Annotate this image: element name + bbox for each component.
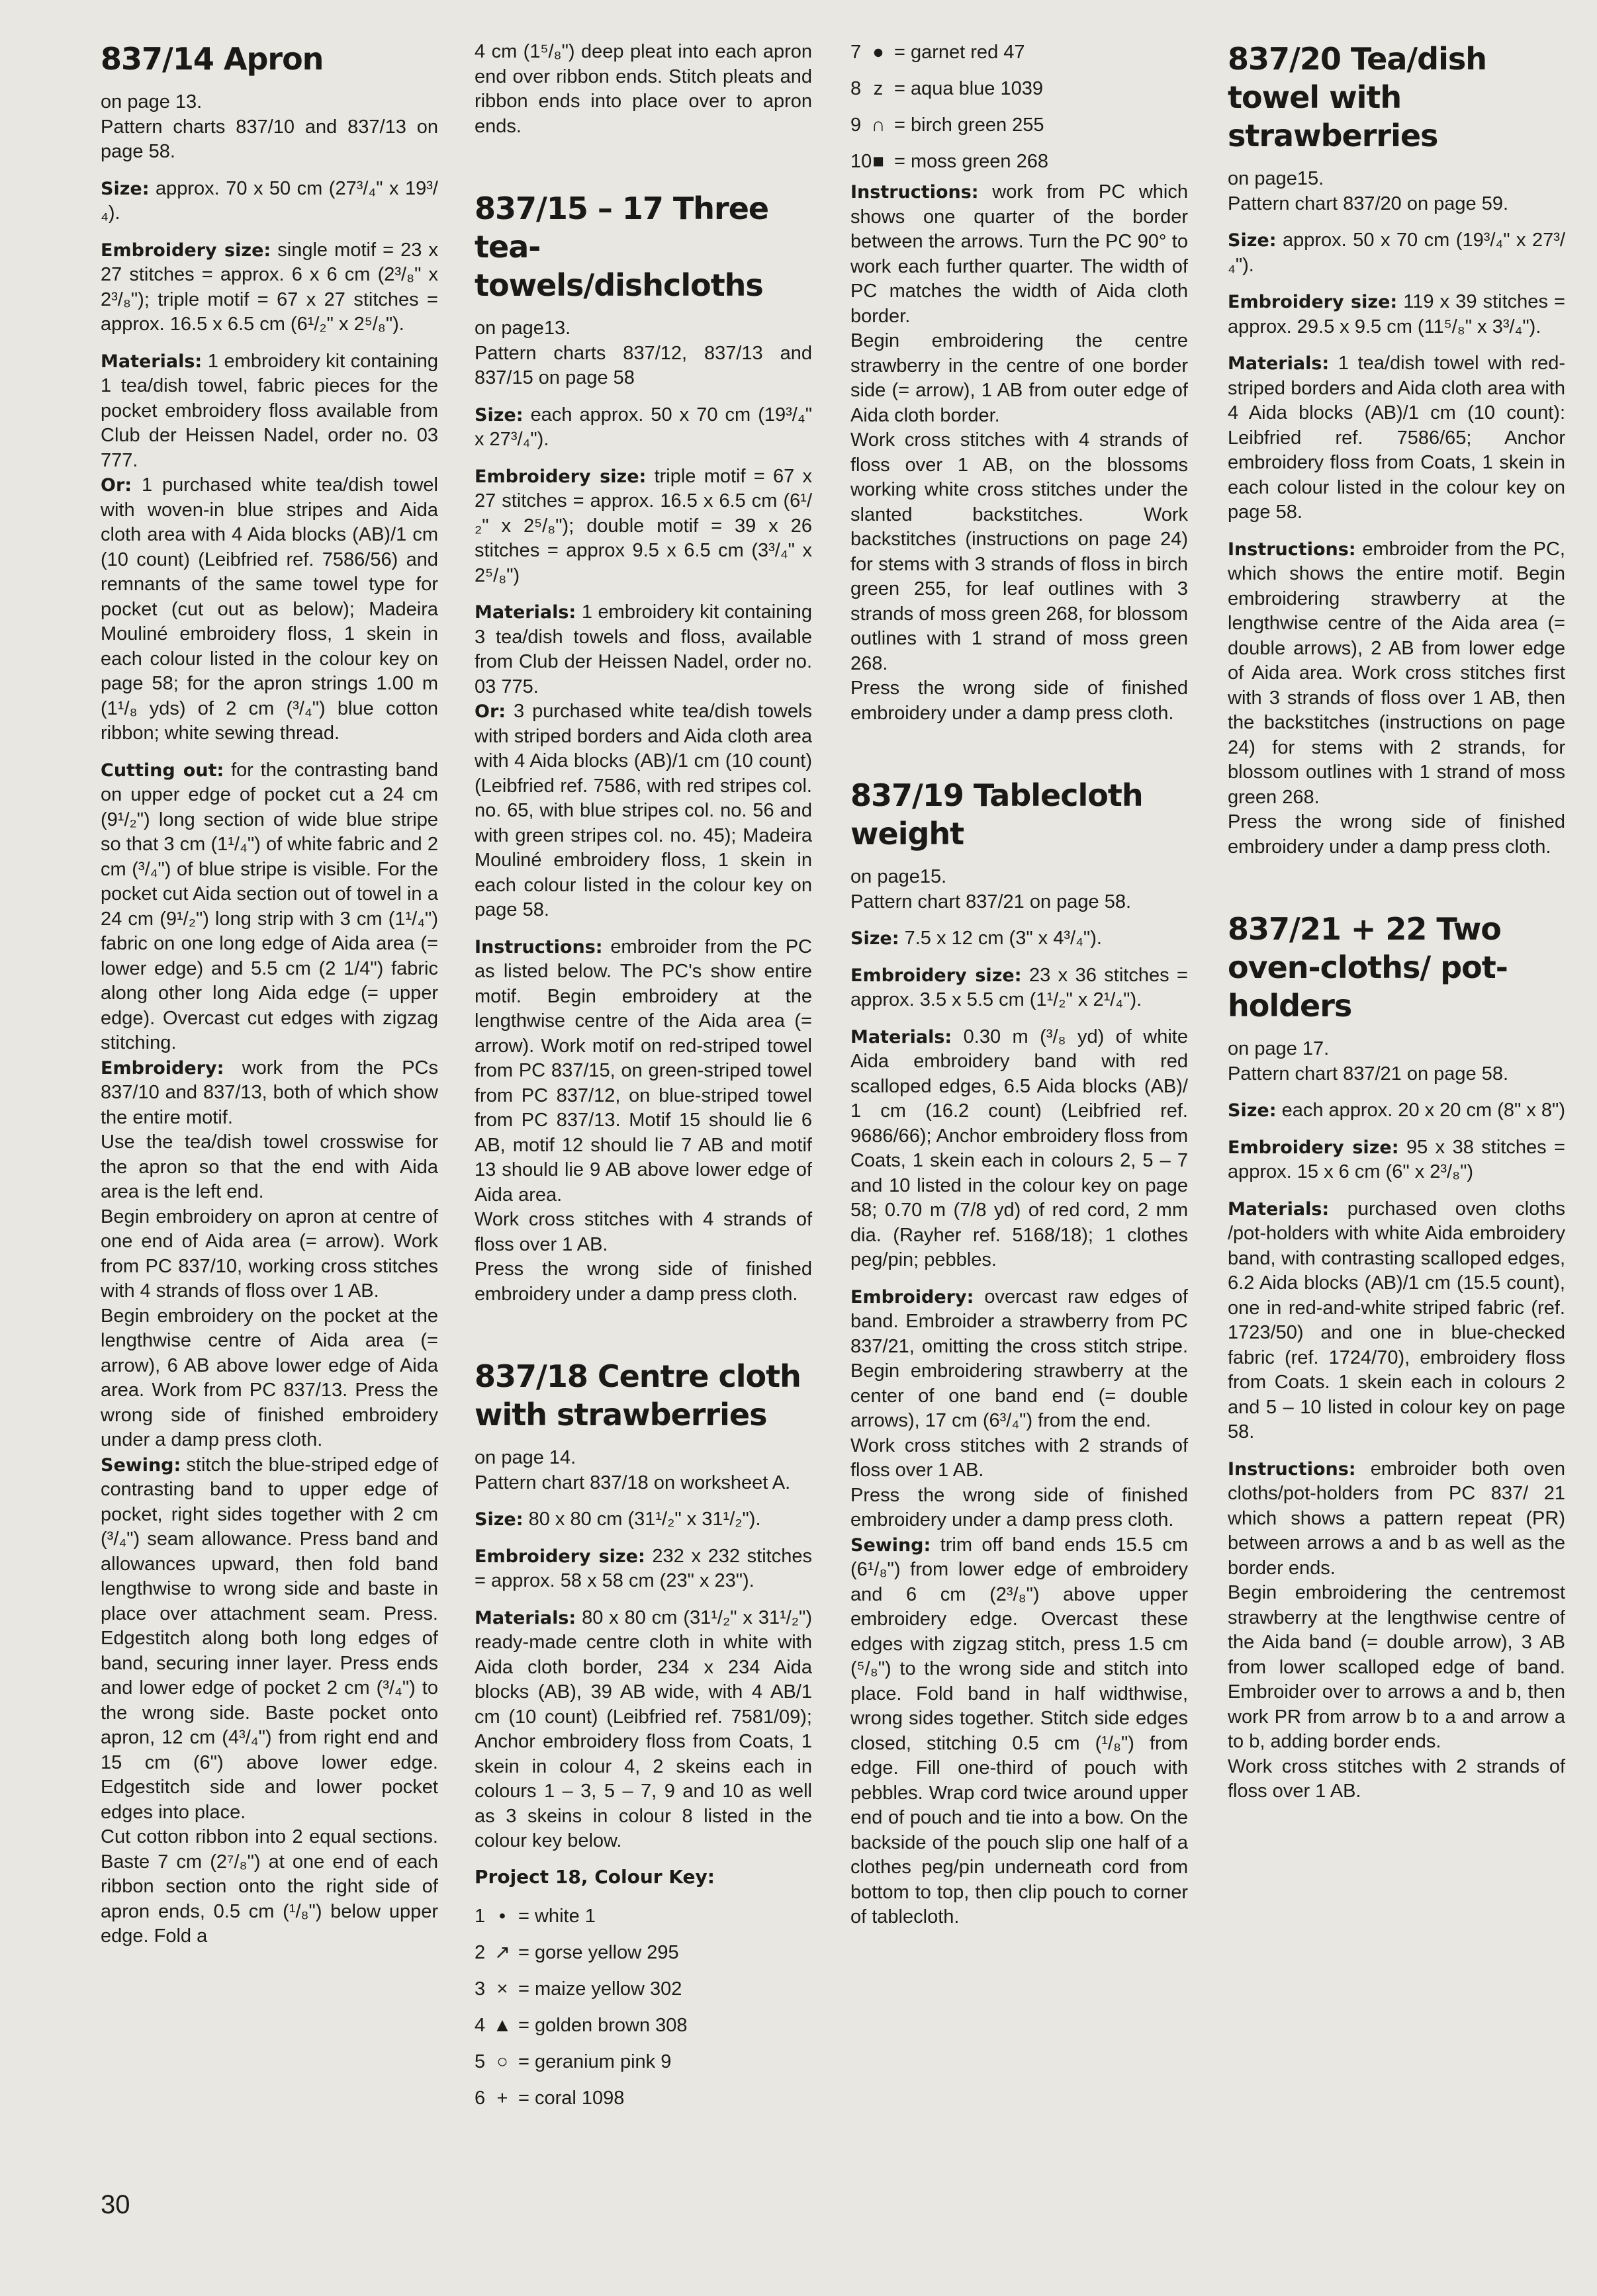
text: each approx. 20 x 20 cm (8" x 8") xyxy=(1276,1100,1565,1121)
s14-begin-2: Begin embroidery on the pocket at the lengthwise centre of Aida area (= arrow), 6 AB above lower edge of Aida area. Work from PC 837/13. Press the wrong side of finished embroidery under a damp press cloth. xyxy=(101,1305,438,1450)
text: for the contrasting band on upper edge of pocket cut a 24 cm (9¹/₂") long section of wide blue stripe so that 3 cm (1¹/₄") of white fabric and 2 cm (³/₄") of blue stripe is visible. For the pocket cut Aida section out of towel in a 24 cm (9¹/₂") long strip with 3 cm (1¹/₄") fabric on one long edge of Aida area (= lower edge) and 5.5 cm (2 1/4") fabric along other long Aida edge (= upper edge). Overcast cut edges with zigzag stitching. xyxy=(101,759,438,1053)
colour-key-row xyxy=(475,1935,812,1971)
s19-press: Press the wrong side of finished embroidery under a damp press cloth. xyxy=(850,1484,1188,1530)
s14-materials xyxy=(101,349,438,474)
section-title-837-18: 837/18 Centre cloth with strawberries xyxy=(475,1358,801,1433)
s14-embroidery-size xyxy=(101,238,438,337)
text: 80 x 80 cm (31¹/₂" x 31¹/₂") ready-made centre cloth in white with Aida cloth border, 234 x 234 Aida blocks (AB), 39 AB wide, with 4 AB/1 cm (10 count) (Leibfried ref. 7581/09); Anchor embroidery floss from Coats, 1 skein in colour 4, 2 skeins each in colours 1 – 3, 5 – 7, 9 and 10 as well as 3 skeins in colour 8 listed in the colour key below. xyxy=(475,1607,812,1851)
s18-size xyxy=(475,1507,812,1532)
text: 119 x 39 stitches = approx. 29.5 x 9.5 cm (11⁵/₈" x 3³/₄"). xyxy=(1228,291,1565,337)
s20-materials xyxy=(1228,351,1565,525)
slash-symbol-icon: ↗ xyxy=(494,1941,511,1963)
key-colour: = golden brown 308 xyxy=(518,2014,688,2036)
colour-key-title: Project 18, Colour Key: xyxy=(475,1865,715,1888)
label: Size: xyxy=(475,1509,524,1530)
label: Embroidery size: xyxy=(475,466,647,487)
text: 1 purchased white tea/dish towel with woven-in blue stripes and Aida cloth area with 4 Aida blocks (AB)/1 cm (10 count) (Leibfried ref. 7586/56) and remnants of the same towel type for pocket (cut out as below); Madeira Mouliné embroidery floss, 1 skein in each colour listed in the colour key on page 58; for the apron strings 1.00 m (1¹/₈ yds) of 2 cm (³/₄") blue cotton ribbon; white sewing thread. xyxy=(101,474,438,744)
s18-location: on page 14. xyxy=(475,1447,576,1468)
text: 23 x 36 stitches = approx. 3.5 x 5.5 cm (1¹/₂" x 2¹/₄"). xyxy=(850,964,1188,1010)
cross-symbol-icon: × xyxy=(496,1978,508,2000)
s19-embroidery xyxy=(850,1285,1188,1434)
colour-key-row xyxy=(850,71,1188,107)
s20-press: Press the wrong side of finished embroidery under a damp press cloth. xyxy=(1228,811,1565,858)
column-1 xyxy=(101,40,438,1949)
s15-embroidery-size xyxy=(475,464,812,589)
s15-or xyxy=(475,699,812,923)
text: 0.30 m (³/₈ yd) of white Aida embroidery band with red scalloped edges, 6.5 Aida blocks (AB)/ 1 cm (16.2 count) (Leibfried ref. 9686/66); Anchor embroidery floss from Coats, 1 skein each in colours 2, 5 – 7 and 10 listed in the colour key on page 58; 0.70 m (7/8 yd) of red cord, 2 mm dia. (Rayher ref. 5168/18); 1 clothes peg/pin; pebbles. xyxy=(850,1026,1188,1270)
s14-cut-ribbon: Cut cotton ribbon into 2 equal sections. Baste 7 cm (2⁷/₈") at one end of each ribbon section onto the right side of apron ends, 0.5 cm (¹/₈") below upper edge. Fold a xyxy=(101,1826,438,1947)
colour-key-list-b xyxy=(850,34,1188,180)
s21-charts: Pattern chart 837/21 on page 58. xyxy=(1228,1063,1509,1084)
key-colour: = aqua blue 1039 xyxy=(894,78,1043,99)
label: Materials: xyxy=(1228,1198,1330,1219)
label: Embroidery size: xyxy=(850,965,1022,986)
plus-symbol-icon: + xyxy=(496,2087,508,2109)
label: Materials: xyxy=(1228,353,1330,374)
s21-location: on page 17. xyxy=(1228,1038,1330,1059)
text: trim off band ends 15.5 cm (6¹/₈") from lower edge of embroidery and 6 cm (2³/₈") above upper embroidery edge. Overcast these edges with zigzag stitch, press 1.5 cm (⁵/₈") to the wrong side and stitch into place. Fold band in half widthwise, wrong sides together. Stitch side edges closed, stitching 0.5 cm (¹/₈") from edge. Fill one-third of pouch with pebbles. Wrap cord twice around upper end of pouch and tie into a bow. On the backside of the pouch slip one half of a clothes peg/pin underneath cord from bottom to top, then clip pouch to corner of tablecloth. xyxy=(850,1534,1188,1927)
section-title-837-14: 837/14 Apron xyxy=(101,41,324,77)
key-colour: = coral 1098 xyxy=(518,2087,625,2109)
s15-charts: Pattern charts 837/12, 837/13 and 837/15 on page 58 xyxy=(475,342,812,388)
triangle-symbol-icon: ▲ xyxy=(492,2014,512,2036)
s19-work: Work cross stitches with 2 strands of floss over 1 AB. xyxy=(850,1435,1188,1481)
s20-charts: Pattern chart 837/20 on page 59. xyxy=(1228,193,1509,214)
text: approx. 50 x 70 cm (19³/₄" x 27³/₄"). xyxy=(1228,230,1565,276)
label: Size: xyxy=(1228,230,1277,251)
text: work from PC which shows one quarter of the border between the arrows. Turn the PC 90° to work each further quarter. The width of PC matches the width of Aida cloth border. xyxy=(850,181,1188,327)
dot-symbol-icon: • xyxy=(498,1905,506,1927)
s14-continued: 4 cm (1⁵/₈") deep pleat into each apron end over ribbon ends. Stitch pleats and ribbon ends into place over to apron ends. xyxy=(475,41,812,137)
s14-cutting-out xyxy=(101,758,438,1056)
section-title-837-21: 837/21 + 22 Two oven-cloths/ pot-holders xyxy=(1228,911,1508,1024)
s19-embroidery-size xyxy=(850,963,1188,1013)
z-symbol-icon: z xyxy=(873,78,884,99)
s18-instructions xyxy=(850,180,1188,329)
key-colour: = birch green 255 xyxy=(894,114,1044,136)
s19-location: on page15. xyxy=(850,866,947,887)
text: embroider from the PC as listed below. The PC's show entire motif. Begin embroidery at the lengthwise centre of the Aida area (= arrow). Work motif on red-striped towel from PC 837/15, on green-striped towel from PC 837/12, on blue-striped towel from PC 837/13. Motif 15 should lie 6 AB, motif 12 should lie 7 AB and motif 13 should lie 9 AB above lower edge of Aida area. xyxy=(475,936,812,1206)
s14-charts: Pattern charts 837/10 and 837/13 on page 58. xyxy=(101,116,438,162)
s21-size xyxy=(1228,1098,1565,1124)
s18-begin: Begin embroidering the centre strawberry in the centre of one border side (= arrow), 1 AB from outer edge of Aida cloth border. xyxy=(850,330,1188,426)
text: 95 x 38 stitches = approx. 15 x 6 cm (6" x 2³/₈") xyxy=(1228,1136,1565,1182)
s19-sewing xyxy=(850,1533,1188,1930)
key-colour: = geranium pink 9 xyxy=(518,2051,672,2072)
text: single motif = 23 x 27 stitches = approx. 6 x 6 cm (2³/₈" x 2³/₈"); triple motif = 67 x 27 stitches = approx. 16.5 x 6.5 cm (6¹/₂" x 2⁵/₈"). xyxy=(101,239,439,335)
s14-use: Use the tea/dish towel crosswise for the apron so that the end with Aida area is the left end. xyxy=(101,1131,438,1202)
column-3 xyxy=(850,34,1188,1930)
s19-materials xyxy=(850,1025,1188,1273)
colour-key-row xyxy=(475,2044,812,2080)
label: Cutting out: xyxy=(101,760,224,781)
page-number: 30 xyxy=(101,2190,130,2219)
colour-key-list-a xyxy=(475,1898,812,2117)
label: Materials: xyxy=(475,602,576,623)
key-number: 5 xyxy=(475,2051,486,2072)
label: Size: xyxy=(101,178,150,199)
s15-size xyxy=(475,403,812,453)
s20-location: on page15. xyxy=(1228,168,1324,189)
label: Materials: xyxy=(101,351,203,372)
label: Instructions: xyxy=(850,182,979,202)
key-colour: = garnet red 47 xyxy=(894,42,1025,63)
s19-charts: Pattern chart 837/21 on page 58. xyxy=(850,891,1132,912)
s18-work: Work cross stitches with 4 strands of floss over 1 AB, on the blossoms working white cross stitches under the slanted backstitches. Work backstitches (instructions on page 24) for stems with 3 strands of floss in birch green 255, for leaf outlines with 3 strands of moss green 268, for blossom outlines with 1 strand of moss green 268. xyxy=(850,429,1188,674)
circle-symbol-icon: ○ xyxy=(496,2051,508,2072)
colour-key-row xyxy=(475,2080,812,2117)
label: Sewing: xyxy=(850,1534,931,1556)
text: work from the PCs 837/10 and 837/13, both of which show the entire motif. xyxy=(101,1057,438,1128)
label: Embroidery size: xyxy=(1228,292,1398,312)
colour-key-row xyxy=(850,34,1188,71)
column-2 xyxy=(475,40,812,2117)
label: Or: xyxy=(475,701,506,722)
text: 3 purchased white tea/dish towels with striped borders and Aida cloth area with 4 Aida blocks (AB)/1 cm (10 count) (Leibfried ref. 7586, with red stripes col. no. 65, with blue stripes col. no. 56 and with green stripes col. no. 45); Madeira Mouliné embroidery floss, 1 skein in each colour listed in the colour key on page 58. xyxy=(475,701,812,920)
section-title-837-15: 837/15 – 17 Three tea-towels/dishcloths xyxy=(475,191,769,303)
s18-charts: Pattern chart 837/18 on worksheet A. xyxy=(475,1472,791,1493)
text: embroider from the PC, which shows the entire motif. Begin embroidering strawberry at the lengthwise centre of the Aida area (= double arrows), 2 AB from lower edge of Aida area. Work cross stitches first with 3 strands of floss over 1 AB, then the backstitches (instructions on page 24) for stems with 2 strands, for blossom outlines with 1 strand of moss green 268. xyxy=(1228,538,1565,808)
key-number: 1 xyxy=(475,1905,486,1927)
filled-dot-symbol-icon: ● xyxy=(872,42,884,63)
s21-work: Work cross stitches with 2 strands of floss over 1 AB. xyxy=(1228,1755,1565,1802)
s15-press: Press the wrong side of finished embroidery under a damp press cloth. xyxy=(475,1258,812,1305)
text: stitch the blue-striped edge of contrasting band to upper edge of pocket, right sides together with 2 cm (³/₄") seam allowance. Press band and allowances upward, then fold band lengthwise to wrong side and baste in place over attachment seam. Press. Edgestitch along both long edges of band, securing inner layer. Press ends and lower edge of pocket 2 cm (³/₄") to the wrong side. Baste pocket onto apron, 12 cm (4³/₄") from right end and 15 cm (6") above lower edge. Edgestitch side and lower pocket edges into place. xyxy=(101,1454,438,1823)
s20-embroidery-size xyxy=(1228,290,1565,339)
s14-or xyxy=(101,473,438,746)
s18-embroidery-size xyxy=(475,1544,812,1594)
s21-begin: Begin embroidering the centremost strawberry at the lengthwise centre of the Aida band (= double arrow), 3 AB from lower scalloped edge of band. Embroider over to arrows a and b, then work PR from arrow b to a and arrow a to b, adding border ends. xyxy=(1228,1582,1565,1752)
text: purchased oven cloths /pot-holders with white Aida embroidery band, with contrasting scalloped edges, 6.2 Aida blocks (AB)/1 cm (15.5 count), one in red-and-white striped fabric (ref. 1723/50) and one in blue-checked fabric (ref. 1724/70), embroidery floss from Coats. 1 skein each in colours 2 and 5 – 10 listed in colour key on page 58. xyxy=(1228,1198,1565,1442)
label: Materials: xyxy=(475,1607,576,1628)
key-number: 9 xyxy=(850,114,862,136)
key-number: 4 xyxy=(475,2014,486,2036)
section-title-837-20: 837/20 Tea/dish towel with strawberries xyxy=(1228,41,1486,154)
text: each approx. 50 x 70 cm (19³/₄" x 27³/₄"). xyxy=(475,404,812,450)
label: Instructions: xyxy=(475,936,603,957)
s18-materials xyxy=(475,1606,812,1854)
text: 232 x 232 stitches = approx. 58 x 58 cm (23" x 23"). xyxy=(475,1545,812,1591)
s21-embroidery-size xyxy=(1228,1135,1565,1185)
s19-size xyxy=(850,926,1188,951)
label: Embroidery size: xyxy=(475,1546,645,1567)
label: Size: xyxy=(475,404,524,425)
column-4 xyxy=(1228,40,1565,1804)
arch-symbol-icon: ∩ xyxy=(871,114,886,136)
text: triple motif = 67 x 27 stitches = approx. 16.5 x 6.5 cm (6¹/₂" x 2⁵/₈"); double motif = 39 x 26 stitches = approx 9.5 x 6.5 cm (3³/₄" x 2⁵/₈") xyxy=(475,465,812,586)
s21-materials xyxy=(1228,1197,1565,1445)
key-number: 8 xyxy=(850,78,862,99)
colour-key-row xyxy=(850,107,1188,144)
s14-size xyxy=(101,177,438,226)
label: Or: xyxy=(101,475,132,496)
square-symbol-icon: ■ xyxy=(872,151,884,172)
key-colour: = gorse yellow 295 xyxy=(518,1941,679,1963)
s20-instructions xyxy=(1228,537,1565,811)
text: 7.5 x 12 cm (3" x 4³/₄"). xyxy=(899,928,1102,949)
colour-key-row xyxy=(475,1898,812,1935)
colour-key-row xyxy=(850,144,1188,180)
colour-key-row xyxy=(475,1971,812,2008)
key-colour: = white 1 xyxy=(518,1905,596,1927)
label: Size: xyxy=(850,928,899,949)
text: approx. 70 x 50 cm (27³/₄" x 19³/₄). xyxy=(101,177,438,224)
key-number: 7 xyxy=(850,42,862,63)
text: 1 embroidery kit containing 1 tea/dish towel, fabric pieces for the pocket embroidery floss available from Club der Heissen Nadel, order no. 03 777. xyxy=(101,350,438,471)
text: embroider both oven cloths/pot-holders from PC 837/ 21 which shows a pattern repeat (PR) between arrows a and b as well as the border ends. xyxy=(1228,1458,1565,1579)
label: Instructions: xyxy=(1228,539,1356,560)
label: Embroidery: xyxy=(101,1057,224,1079)
s14-sewing xyxy=(101,1453,438,1826)
text: 1 embroidery kit containing 3 tea/dish towels and floss, available from Club der Heissen Nadel, order no. 03 775. xyxy=(475,601,812,697)
s15-work: Work cross stitches with 4 strands of floss over 1 AB. xyxy=(475,1209,812,1255)
label: Embroidery: xyxy=(850,1286,974,1307)
section-title-837-19: 837/19 Tablecloth weight xyxy=(850,777,1143,852)
label: Materials: xyxy=(850,1026,952,1047)
label: Size: xyxy=(1228,1100,1277,1121)
s15-location: on page13. xyxy=(475,318,571,339)
label: Embroidery size: xyxy=(1228,1137,1399,1158)
text: overcast raw edges of band. Embroider a strawberry from PC 837/21, omitting the cross stitch stripe. Begin embroidering strawberry at the center of one band end (= double arrows), 17 cm (6³/₄") from the end. xyxy=(850,1286,1188,1431)
s18-press: Press the wrong side of finished embroidery under a damp press cloth. xyxy=(850,678,1188,724)
s15-materials xyxy=(475,600,812,699)
key-colour: = moss green 268 xyxy=(894,151,1048,172)
colour-key-row xyxy=(475,2008,812,2044)
s20-size xyxy=(1228,228,1565,278)
key-number: 3 xyxy=(475,1978,486,2000)
text: 1 tea/dish towel with red-striped borders and Aida cloth area with 4 Aida blocks (AB)/1 cm (10 count): Leibfried ref. 7586/65; Anchor embroidery floss from Coats, 1 skein in each colour listed in the colour key on page 58. xyxy=(1228,353,1565,523)
label: Instructions: xyxy=(1228,1458,1356,1479)
s21-instructions xyxy=(1228,1457,1565,1581)
s14-location: on page 13. xyxy=(101,91,203,112)
key-number: 10 xyxy=(850,151,872,172)
label: Sewing: xyxy=(101,1454,181,1476)
key-colour: = maize yellow 302 xyxy=(518,1978,682,2000)
label: Embroidery size: xyxy=(101,240,271,261)
s14-begin-1: Begin embroidery on apron at centre of one end of Aida area (= arrow). Work from PC 837/10, working cross stitches with 4 strands of floss over 1 AB. xyxy=(101,1206,438,1302)
text: 80 x 80 cm (31¹/₂" x 31¹/₂"). xyxy=(523,1509,761,1530)
s14-embroidery xyxy=(101,1056,438,1131)
key-number: 6 xyxy=(475,2087,486,2109)
key-number: 2 xyxy=(475,1941,486,1963)
s15-instructions xyxy=(475,935,812,1208)
